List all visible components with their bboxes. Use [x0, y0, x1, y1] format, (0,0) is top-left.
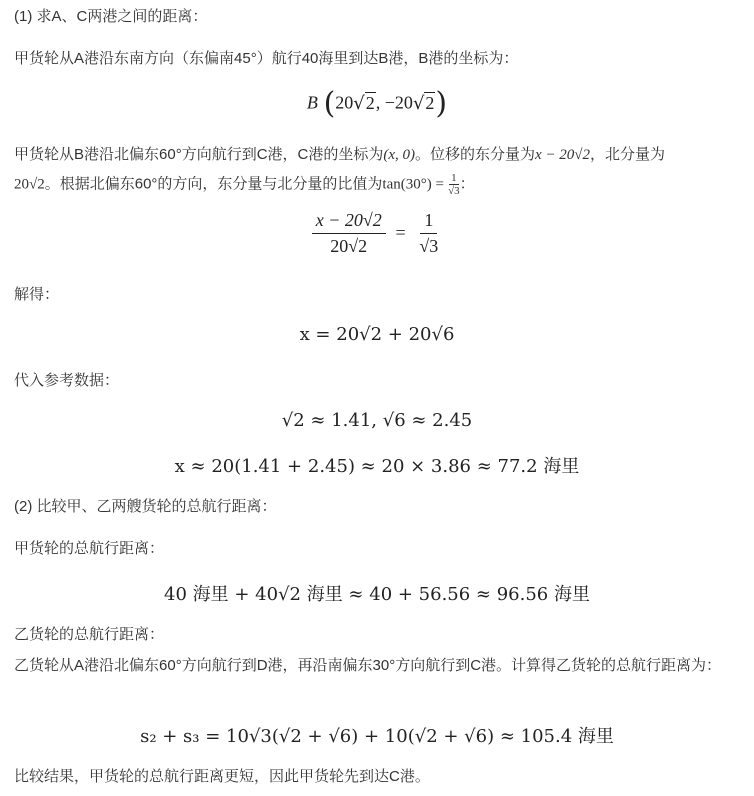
fraction-right: $\frac{1}{√3}$ — [419, 210, 439, 256]
b-separator: , — [375, 92, 385, 113]
solve-label: 解得： — [14, 286, 60, 303]
b-x-coef: 20 — [335, 92, 354, 113]
b-y-radicand: 2 — [425, 92, 435, 113]
reference-label: 代入参考数据： — [14, 372, 120, 389]
equation-jia-distance: 40 海里 + 40√2 海里 ≈ 40 + 56.56 ≈ 96.56 海里 — [164, 584, 590, 605]
b-y-coef: −20 — [384, 92, 413, 113]
paragraph-c-port: 甲货轮从B港沿北偏东60°方向航行到C港，C港的坐标为(x, 0)。位移的东分量为x − 20√2，北分量为 — [14, 146, 666, 163]
north-component: 20√2 — [14, 176, 45, 193]
east-component: x − 20√2 — [535, 147, 591, 163]
fraction-left: $\frac{x - 20√2}{20√2}$ — [312, 210, 386, 257]
part1-heading: (1) 求A、C两港之间的距离： — [14, 8, 208, 25]
b-label: B — [306, 92, 318, 113]
equation-b-coordinate: B (20√2, −20√2) — [306, 86, 448, 121]
equation-ratio: $\frac{x - 20√2}{20√2}$ = $\frac{1}{√3}$ — [0, 210, 754, 257]
inline-fraction: $\frac{1}{√3}$ — [448, 172, 460, 197]
equation-reference-values: √2 ≈ 1.41, √6 ≈ 2.45 — [281, 410, 473, 431]
paragraph-ratio: 20√2。根据北偏东60°的方向，东分量与北分量的比值为tan(30°) = $\frac{1}{√3}$ ： — [14, 172, 475, 197]
c-coordinate: (x, 0) — [383, 147, 416, 163]
part2-heading: (2) 比较甲、乙两艘货轮的总航行距离： — [14, 498, 277, 515]
b-x-radicand: 2 — [365, 92, 375, 113]
paragraph-b-port: 甲货轮从A港沿东南方向（东偏南45°）航行40海里到达B港，B港的坐标为： — [14, 50, 519, 67]
equation-x-solution: x = 20√2 + 20√6 — [299, 324, 455, 345]
conclusion: 比较结果，甲货轮的总航行距离更短，因此甲货轮先到达C港。 — [14, 768, 430, 785]
equation-yi-distance: s₂ + s₃ = 10√3(√2 + √6) + 10(√2 + √6) ≈ 105.4 海里 — [140, 726, 614, 747]
yi-description: 乙货轮从A港沿北偏东60°方向航行到D港，再沿南偏东30°方向航行到C港。计算得乙货轮的总航行距离为： — [14, 657, 722, 674]
yi-label: 乙货轮的总航行距离： — [14, 626, 165, 643]
jia-label: 甲货轮的总航行距离： — [14, 540, 165, 557]
equation-x-approx: x ≈ 20(1.41 + 2.45) ≈ 20 × 3.86 ≈ 77.2 海里 — [174, 456, 580, 477]
tan-expression: tan(30°) = — [382, 176, 444, 193]
